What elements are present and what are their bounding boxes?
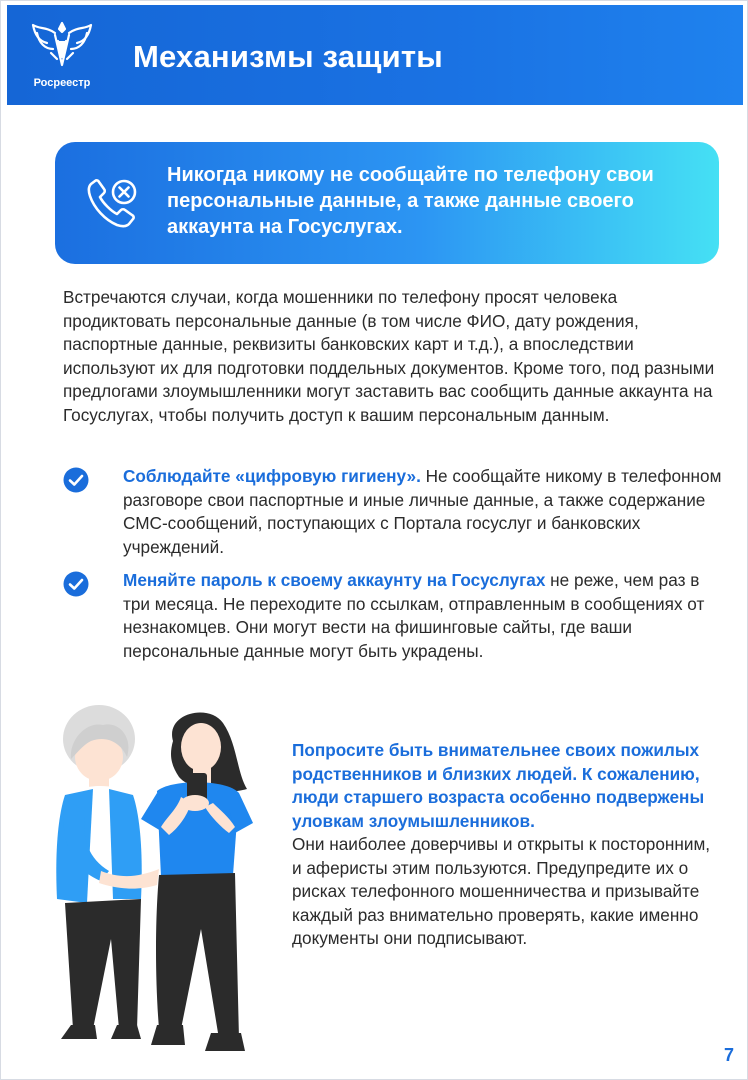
phone-blocked-icon bbox=[83, 174, 143, 234]
warning-callout bbox=[55, 142, 719, 264]
list-item-text bbox=[123, 569, 723, 663]
list-item-body: Не сообщайте никому в телефонном разговоре свои паспортные и иные личные данные, а также содержание СМС-сообщений, поступающих с Портала госуслуг и банковских учреждений. bbox=[123, 466, 722, 557]
intro-paragraph: Встречаются случаи, когда мошенники по телефону просят человека продиктовать персональные данные (в том числе ФИО, дату рождения, паспортные данные, реквизиты банковских карт и т.д.), а впоследствии используют их для подготовки поддельных документов. Кроме того, под разными предлогами злоумышленники могут заставить вас сообщить данные аккаунта на Госуслугах, чтобы получить доступ к вашим персональным данным. bbox=[63, 287, 715, 425]
rosreestr-logo bbox=[25, 17, 97, 97]
relatives-advice-highlight: Попросите быть внимательнее своих пожилых родственников и близких людей. К сожалению, люди старшего возраста особенно подвержены уловкам злоумышленников. bbox=[292, 740, 705, 831]
list-item-text bbox=[123, 465, 723, 559]
header-banner bbox=[7, 5, 743, 105]
list-item-highlight: Меняйте пароль к своему аккаунту на Госуслугах bbox=[123, 570, 546, 590]
page-title: Механизмы защиты bbox=[133, 39, 443, 74]
list-item-highlight: Соблюдайте «цифровую гигиену». bbox=[123, 466, 421, 486]
check-circle-icon bbox=[63, 467, 89, 493]
relatives-advice-text: Они наиболее доверчивы и открыты к посторонним, и аферисты этим пользуются. Предупредите их о рисках телефонного мошенничества и призывайте каждый раз внимательно проверять, какие именно документы они подписывают. bbox=[292, 834, 711, 948]
page-number: 7 bbox=[724, 1045, 735, 1065]
relatives-advice bbox=[292, 739, 722, 951]
callout-text: Никогда никому не сообщайте по телефону свои персональные данные, а также данные своего аккаунта на Госуслугах. bbox=[167, 164, 654, 238]
elderly-woman-and-young-woman-illustration bbox=[41, 699, 281, 1061]
logo-text: Росреестр bbox=[33, 77, 91, 89]
eagle-emblem-icon bbox=[25, 17, 99, 75]
list-item-body: не реже, чем раз в три месяца. Не переходите по ссылкам, отправленным в сообщениях от незнакомцев. Они могут вести на фишинговые сайты, где ваши персональные данные могут быть украдены. bbox=[123, 570, 705, 661]
check-circle-icon bbox=[63, 571, 89, 597]
